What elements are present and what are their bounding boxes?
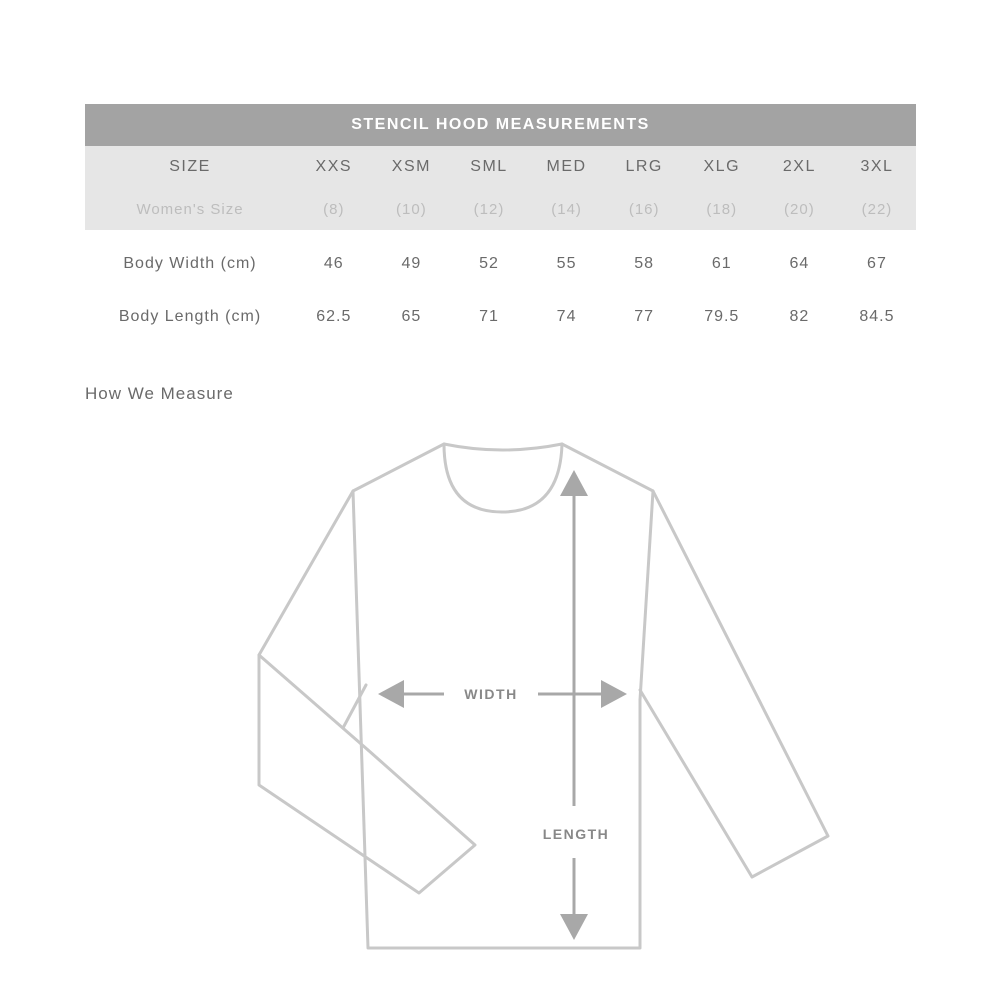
womens-size-cell: (10): [396, 200, 427, 218]
size-cell: SML: [470, 158, 508, 175]
length-arrow-bottom-head: [560, 914, 588, 940]
body-width-cell: 49: [401, 254, 422, 272]
table-title: STENCIL HOOD MEASUREMENTS: [85, 104, 916, 146]
left-sleeve-cuff-line: [259, 655, 368, 750]
womens-size-cell: (8): [323, 200, 345, 218]
womens-size-cell: (16): [628, 200, 660, 218]
size-cell: MED: [546, 158, 587, 175]
body-width-cell: 64: [789, 254, 810, 272]
size-cell: 3XL: [860, 158, 894, 175]
size-cell: 2XL: [782, 158, 816, 175]
body-length-label: Body Length (cm): [118, 307, 262, 325]
body-length-cell: 82: [789, 307, 810, 325]
body-width-cell: 52: [479, 254, 499, 272]
width-arrow-left-head: [378, 680, 404, 708]
body-length-cell: 74: [556, 307, 577, 325]
body-length-cell: 65: [401, 307, 422, 325]
size-cell: LRG: [625, 158, 663, 175]
body-length-cell: 62.5: [316, 307, 352, 325]
width-arrow-right-head: [601, 680, 627, 708]
womens-size-cell: (14): [551, 200, 582, 218]
body-length-cell: 79.5: [704, 307, 740, 325]
womens-size-cell: (20): [784, 200, 815, 218]
size-cell: XLG: [703, 158, 741, 175]
body-width-cell: 61: [711, 254, 732, 272]
womens-size-label: Women's Size: [136, 200, 244, 218]
body-width-cell: 67: [867, 254, 887, 272]
size-cell: XSM: [391, 158, 431, 175]
how-we-measure-heading: How We Measure: [85, 384, 234, 403]
right-sleeve-outline: [640, 491, 828, 877]
width-label: WIDTH: [464, 686, 518, 702]
body-length-cell: 71: [479, 307, 499, 325]
womens-size-cell: (12): [473, 200, 505, 218]
length-label: LENGTH: [542, 826, 610, 842]
body-length-cell: 77: [634, 307, 655, 325]
womens-size-cell: (18): [706, 200, 738, 218]
womens-size-cell: (22): [861, 200, 893, 218]
body-width-cell: 58: [634, 254, 655, 272]
body-width-cell: 46: [323, 254, 344, 272]
size-row-label: SIZE: [169, 158, 211, 175]
size-cell: XXS: [315, 158, 353, 175]
left-underarm-line: [343, 685, 366, 728]
left-sleeve-outline: [259, 491, 475, 893]
length-arrow-top-head: [560, 470, 588, 496]
body-width-label: Body Width (cm): [123, 254, 257, 272]
neckline: [444, 444, 562, 512]
body-width-cell: 55: [556, 254, 577, 272]
body-length-cell: 84.5: [859, 307, 895, 325]
